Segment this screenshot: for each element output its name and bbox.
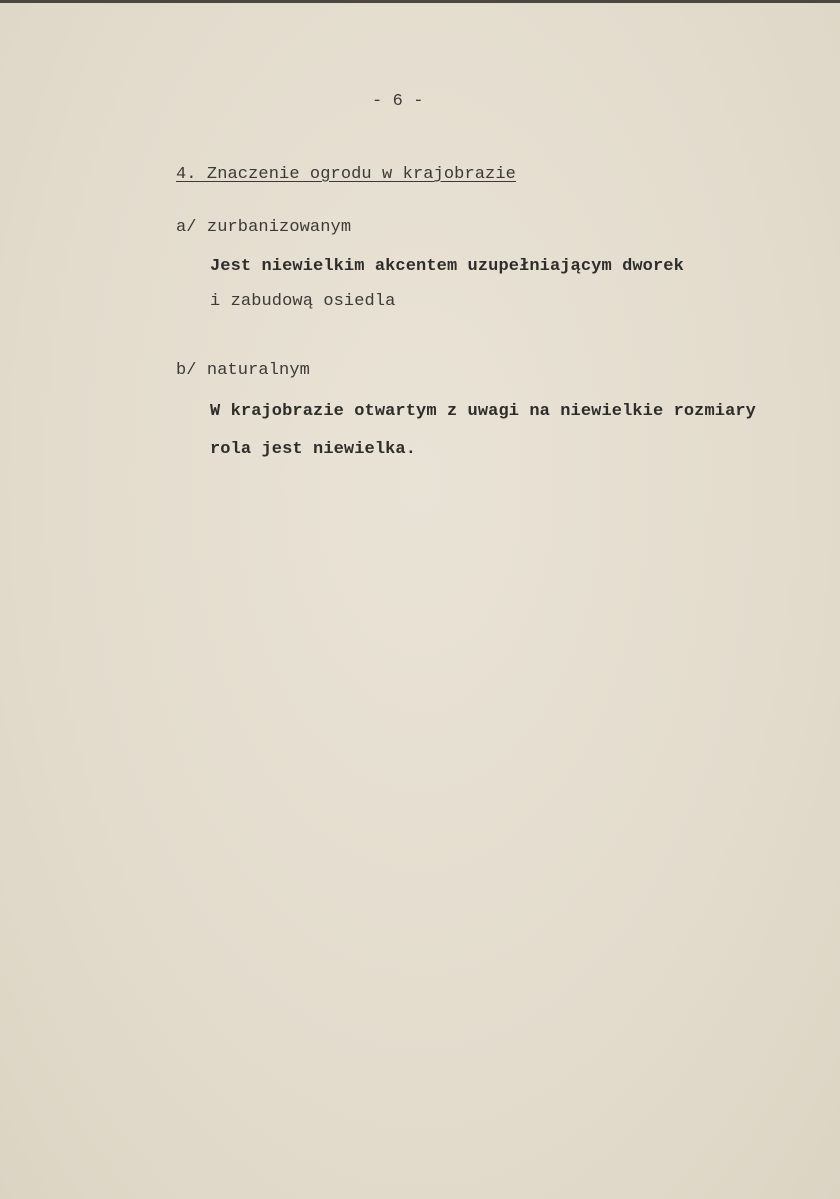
subsection-a-line-2: i zabudową osiedla	[210, 292, 396, 311]
subsection-b-label: b/ naturalnym	[176, 361, 310, 380]
subsection-a-line-1: Jest niewielkim akcentem uzupełniającym dworek	[210, 257, 684, 276]
page-number: - 6 -	[372, 92, 424, 111]
subsection-a-label: a/ zurbanizowanym	[176, 218, 352, 237]
subsection-b-line-2: rola jest niewielka.	[210, 440, 417, 459]
page-top-edge	[0, 0, 840, 3]
subsection-b-line-1: W krajobrazie otwartym z uwagi na niewielkie rozmiary	[210, 402, 756, 421]
section-heading: 4. Znaczenie ogrodu w krajobrazie	[176, 165, 516, 184]
